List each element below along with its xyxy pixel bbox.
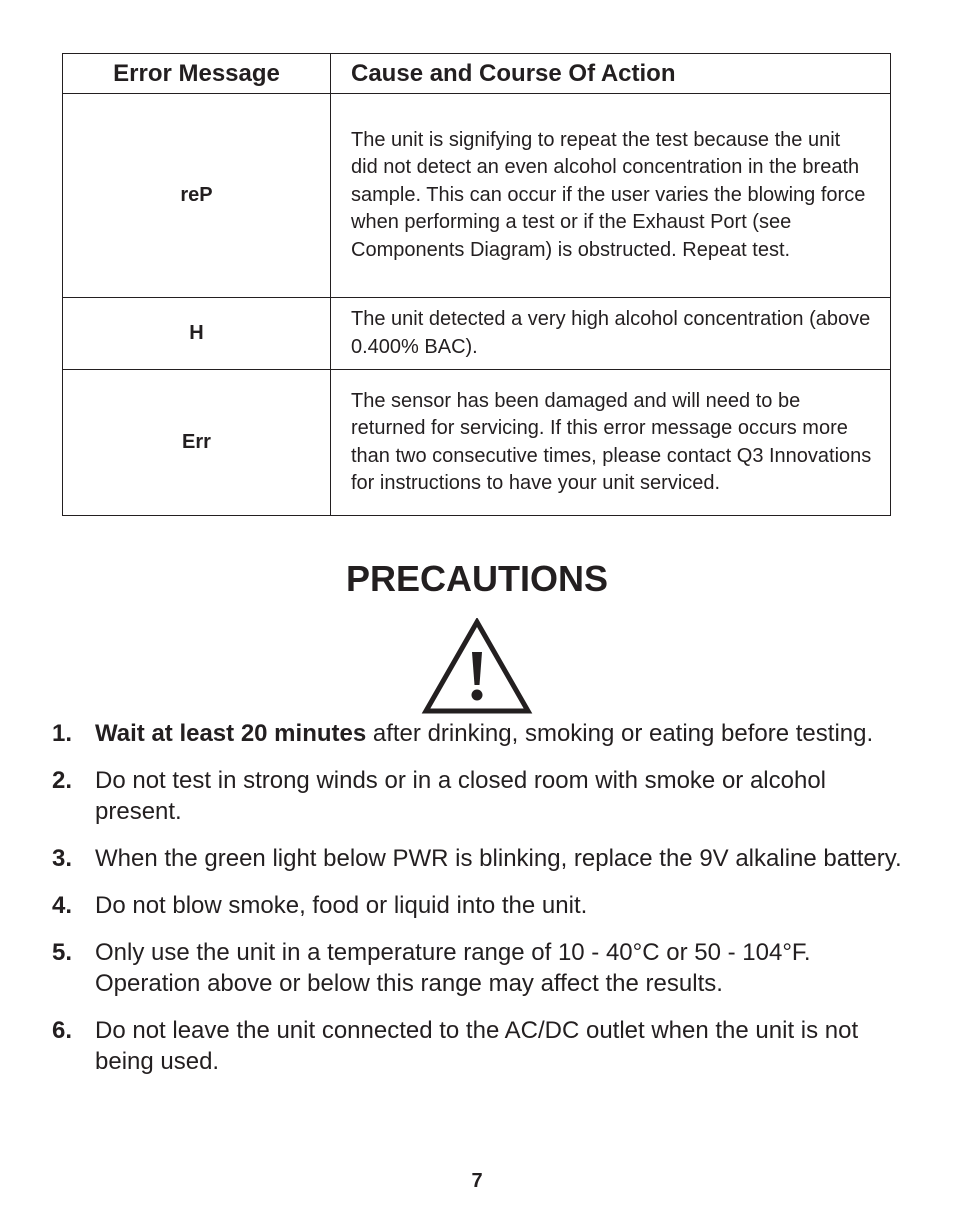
error-message-header: Error Message — [63, 54, 331, 94]
item-number: 4. — [52, 892, 73, 919]
error-code: reP — [63, 94, 331, 298]
warning-triangle-icon — [421, 618, 533, 716]
item-number: 1. — [52, 720, 73, 747]
error-message-table — [62, 53, 891, 516]
list-item — [52, 718, 912, 749]
list-item — [52, 937, 912, 999]
item-text: Do not test in strong winds or in a closed room with smoke or alcohol present. — [95, 767, 827, 825]
item-number: 3. — [52, 845, 73, 872]
list-item — [52, 890, 912, 921]
page-number: 7 — [471, 1170, 483, 1192]
cause-header: Cause and Course Of Action — [331, 54, 891, 94]
item-lead-text: Wait at least 20 minutes — [95, 720, 367, 747]
list-item — [52, 1015, 912, 1077]
table-row — [63, 370, 891, 516]
list-item — [52, 843, 912, 874]
item-number: 6. — [52, 1017, 73, 1044]
error-description: The unit detected a very high alcohol concentration (above 0.400% BAC). — [331, 298, 891, 370]
error-description: The sensor has been damaged and will need to be returned for servicing. If this error message occurs more than two consecutive times, please contact Q3 Innovations for instructions to have your unit serviced. — [331, 370, 891, 516]
item-number: 2. — [52, 767, 73, 794]
table-row — [63, 94, 891, 298]
table-header-row — [63, 54, 891, 94]
precautions-title: PRECAUTIONS — [345, 558, 609, 599]
list-item — [52, 765, 912, 827]
error-code: Err — [63, 370, 331, 516]
error-code: H — [63, 298, 331, 370]
item-number: 5. — [52, 939, 73, 966]
table-row — [63, 298, 891, 370]
item-text: Do not blow smoke, food or liquid into the unit. — [95, 892, 588, 919]
item-text: Do not leave the unit connected to the AC/DC outlet when the unit is not being used. — [95, 1017, 859, 1075]
item-text: after drinking, smoking or eating before testing. — [366, 720, 874, 747]
item-text: When the green light below PWR is blinking, replace the 9V alkaline battery. — [95, 845, 902, 872]
error-description: The unit is signifying to repeat the test because the unit did not detect an even alcohol concentration in the breath sample. This can occur if the user varies the blowing force when performing a test or if the Exhaust Port (see Components Diagram) is obstructed. Repeat test. — [331, 94, 891, 298]
precautions-list — [52, 718, 912, 1093]
item-text: Only use the unit in a temperature range of 10 - 40°C or 50 - 104°F. Operation above or below this range may affect the results. — [95, 939, 811, 997]
